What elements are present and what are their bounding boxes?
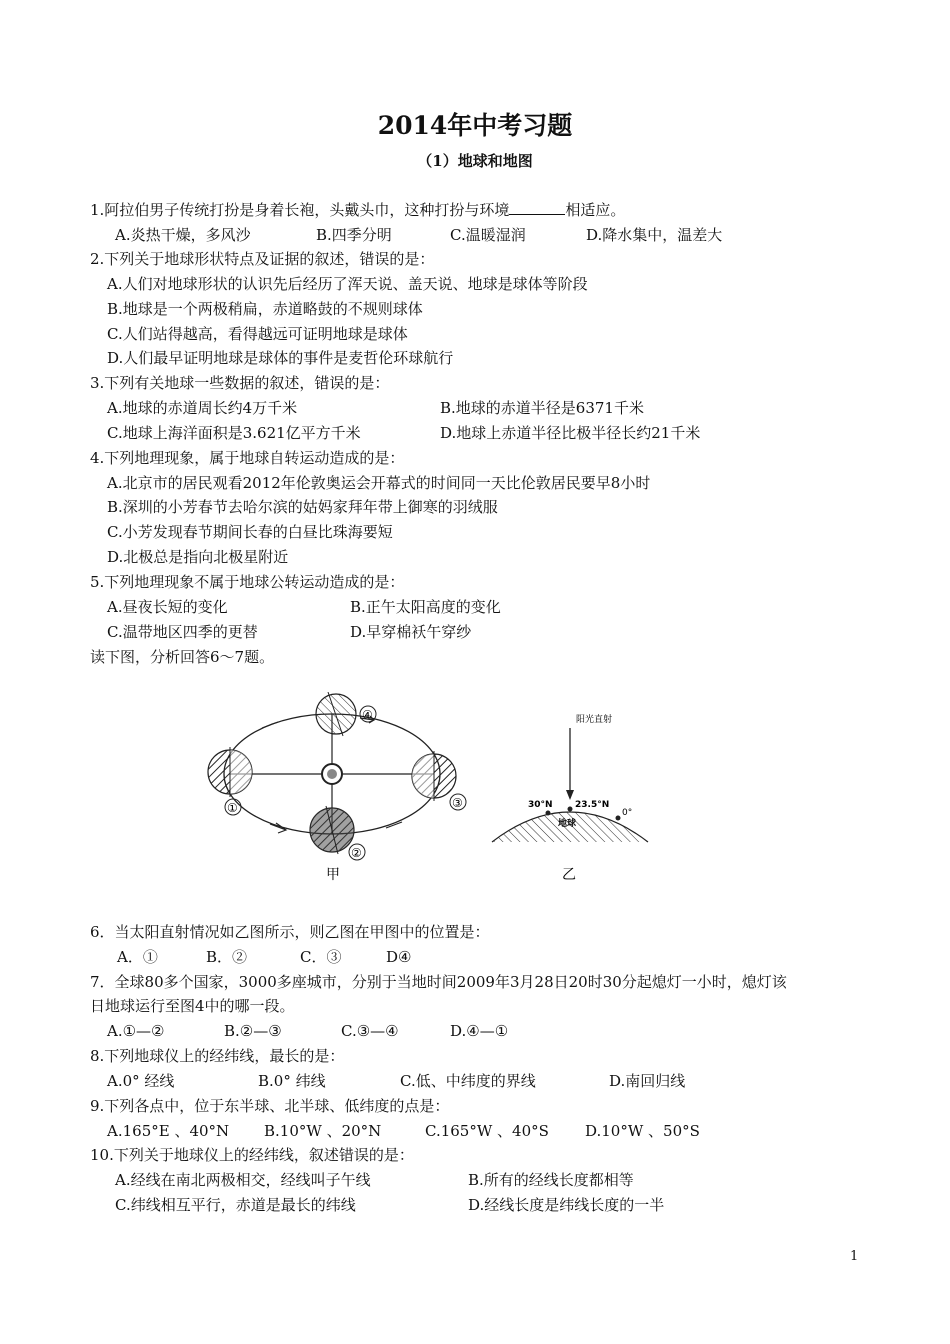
question-1-stem: 1.阿拉伯男子传统打扮是身着长袍，头戴头巾，这种打扮与环境 相适应。 [90,201,626,219]
question-10-stem: 10.下列关于地球仪上的经纬线，叙述错误的是： [90,1146,414,1164]
section-subtitle: （1）地球和地图 [417,152,533,170]
page-number: 1 [850,1249,859,1264]
earth-label: 地球 [558,819,577,829]
lat-0-label: 0° [622,808,633,818]
q1-option-d: D.降水集中，温差大 [586,226,723,244]
q2-option-c: C.人们站得越高，看得越远可证明地球是球体 [107,325,408,343]
q1-option-a: A.炎热干燥，多风沙 [115,226,251,244]
q9-option-a: A.165°E 、40°N [107,1122,230,1140]
q6-option-a: A．① [117,948,158,966]
question-8-stem: 8.下列地球仪上的经纬线，最长的是： [90,1047,345,1065]
q1-option-c: C.温暖湿润 [450,226,526,244]
q3-option-b: B.地球的赤道半径是6371千米 [440,399,644,417]
position-label-1: ① [227,801,238,815]
orbit-arrow-bottom [270,823,286,833]
read-prompt: 读下图，分析回答6～7题。 [90,648,275,666]
q5-option-a: A.昼夜长短的变化 [107,598,228,616]
q3-option-a: A.地球的赤道周长约4万千米 [107,399,298,417]
q7-option-c: C.③—④ [341,1022,399,1040]
question-9-stem: 9.下列各点中，位于东半球、北半球、低纬度的点是： [90,1097,450,1115]
q10-option-d: D.经线长度是纬线长度的一半 [468,1196,665,1214]
q4-option-d: D.北极总是指向北极星附近 [107,548,289,566]
globe-position-2 [310,806,354,854]
question-6-stem: 6．当太阳直射情况如乙图所示，则乙图在甲图中的位置是： [90,923,490,941]
question-4-stem: 4.下列地理现象，属于地球自转运动造成的是： [90,449,405,467]
lat-30n-label: 30°N [528,800,553,810]
question-7-stem-line-2: 日地球运行至图4中的哪一段。 [90,997,295,1015]
q7-option-d: D.④—① [450,1022,509,1040]
q7-option-b: B.②—③ [224,1022,282,1040]
q8-option-c: C.低、中纬度的界线 [400,1072,536,1090]
question-7-stem-line-1: 7．全球80多个国家，3000多座城市，分别于当地时间2009年3月28日20时30分起熄灯一小时，熄灯该 [90,973,787,991]
q10-option-b: B.所有的经线长度都相等 [468,1171,634,1189]
question-2-stem: 2.下列关于地球形状特点及证据的叙述，错误的是： [90,250,435,268]
q5-option-c: C.温带地区四季的更替 [107,623,258,641]
globe-position-1 [208,747,252,797]
answer-blank [509,200,565,215]
figure-label-yi: 乙 [562,867,576,883]
q6-option-d: D④ [386,948,412,966]
q9-option-b: B.10°W 、20°N [264,1122,382,1140]
q4-option-a: A.北京市的居民观看2012年伦敦奥运会开幕式的时间同一天比伦敦居民要早8小时 [107,474,651,492]
q5-option-d: D.早穿棉袄午穿纱 [350,623,472,641]
q5-option-b: B.正午太阳高度的变化 [350,598,501,616]
q3-option-c: C.地球上海洋面积是3.621亿平方千米 [107,424,361,442]
q1-option-b: B.四季分明 [316,226,392,244]
position-label-2: ② [351,846,362,860]
q2-option-a: A.人们对地球形状的认识先后经历了浑天说、盖天说、地球是球体等阶段 [107,275,588,293]
q2-option-d: D.人们最早证明地球是球体的事件是麦哲伦环球航行 [107,349,454,367]
question-5-stem: 5.下列地理现象不属于地球公转运动造成的是： [90,573,405,591]
globe-position-3 [412,751,456,801]
q2-option-b: B.地球是一个两极稍扁，赤道略鼓的不规则球体 [107,300,423,318]
q10-option-a: A.经线在南北两极相交，经线叫子午线 [115,1171,371,1189]
q3-option-d: D.地球上赤道半径比极半径长约21千米 [440,424,701,442]
position-label-3: ③ [452,796,463,810]
q4-option-b: B.深圳的小芳春节去哈尔滨的姑妈家拜年带上御寒的羽绒服 [107,498,498,516]
q4-option-c: C.小芳发现春节期间长春的白昼比珠海要短 [107,523,393,541]
sun-direct-label: 阳光直射 [576,715,613,725]
globe-position-4 [316,692,356,736]
question-3-stem: 3.下列有关地球一些数据的叙述，错误的是： [90,374,390,392]
q9-option-d: D.10°W 、50°S [585,1122,700,1140]
q6-option-b: B．② [206,948,248,966]
q8-option-b: B.0° 纬线 [258,1072,326,1090]
sunlight-diagram [492,713,648,842]
q6-option-c: C．③ [300,948,342,966]
page-title: 2014年中考习题 [377,111,573,140]
earth-orbit-figure [200,692,660,892]
q7-option-a: A.①—② [107,1022,165,1040]
q8-option-d: D.南回归线 [609,1072,686,1090]
lat-23-5n-label: 23.5°N [575,800,610,810]
q9-option-c: C.165°W 、40°S [425,1122,549,1140]
figure-label-jia: 甲 [326,867,340,883]
orbit-arrow-left [262,722,278,728]
q10-option-c: C.纬线相互平行，赤道是最长的纬线 [115,1196,356,1214]
position-label-4: ④ [362,708,373,722]
q8-option-a: A.0° 经线 [107,1072,175,1090]
